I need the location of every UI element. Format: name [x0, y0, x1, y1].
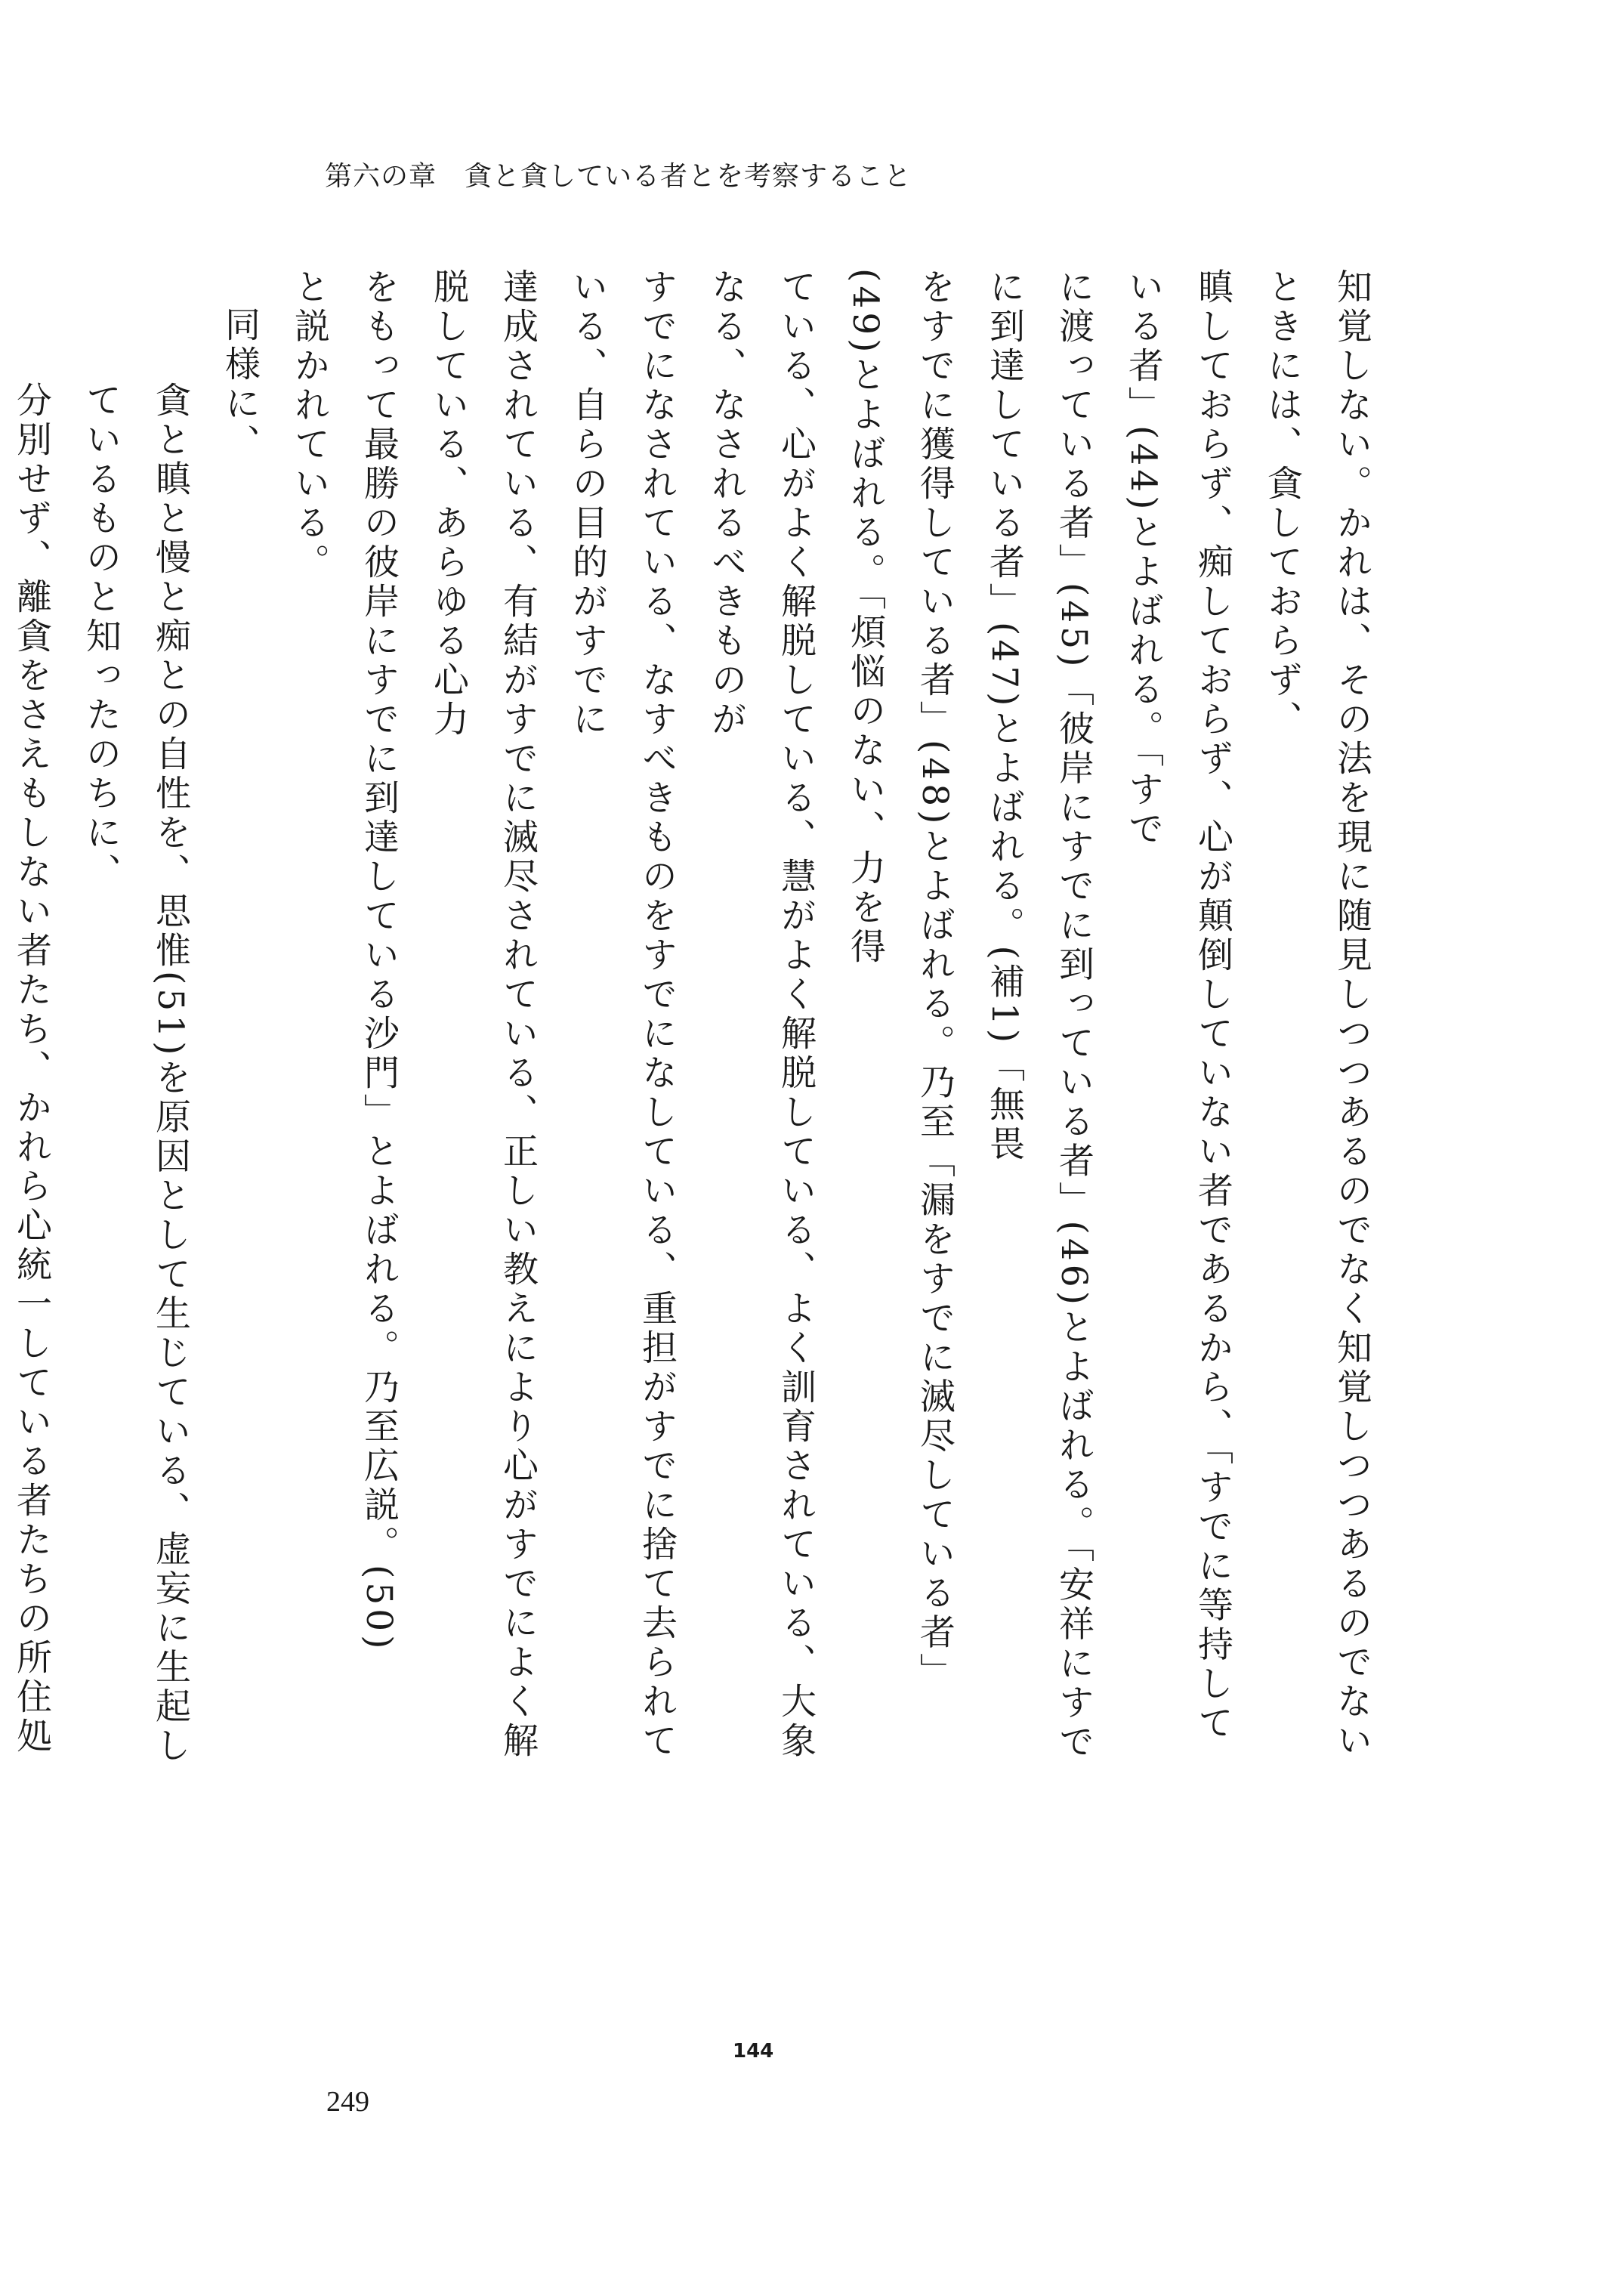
- text-line: すでになされている、なすべきものをすでになしている、重担がすでに捨て去られている、自らの目的がすでに: [567, 268, 678, 1761]
- text-line: 瞋しておらず、痴しておらず、心が顛倒していない者であるから、「すでに等持している者」(44)とよばれる。「すで: [1122, 268, 1233, 1744]
- paragraph-intro: 同様に、: [219, 306, 261, 463]
- folio-number: 144: [733, 2040, 774, 2063]
- text-line: をもって最勝の彼岸にすでに到達している沙門」とよばれる。乃至広説。(50): [358, 268, 400, 1653]
- text-line: 達成されている、有結がすでに滅尽されている、正しい教えにより心がすでによく解脱している、あらゆる心力: [428, 268, 539, 1761]
- text-line: をすでに獲得している者」(48)とよばれる。乃至「漏をすでに滅尽している者」(49)とよばれる。「煩悩のない、力を得: [844, 268, 956, 1692]
- verse-line: 貪と瞋と慢と痴との自性を、思惟(51)を原因として生じている、虚妄に生起しているものと知ったのちに、: [80, 382, 191, 1766]
- verse-line: 分別せず、離貪をさえもしない者たち、かれら心統一している者たちの所住処: [11, 382, 52, 1757]
- text-line: 知覚しない。かれは、その法を現に随見しつつあるのでなく知覚しつつあるのでないときには、貪しておらず、: [1261, 268, 1372, 1761]
- body-text: [0, 268, 1386, 1779]
- text-line: ている、心がよく解脱している、慧がよく解脱している、よく訓育されている、大象なる、なされるべきものが: [705, 268, 817, 1761]
- text-line: と説かれている。: [289, 268, 330, 582]
- running-header: 第六の章 貪と貪している者とを考察すること: [325, 161, 912, 192]
- text-line: に渡っている者」(45)「彼岸にすでに到っている者」(46)とよばれる。「安祥にすでに到達している者」(47)とよばれる。(補1)「無畏: [983, 268, 1095, 1763]
- page-number: 249: [326, 2086, 369, 2118]
